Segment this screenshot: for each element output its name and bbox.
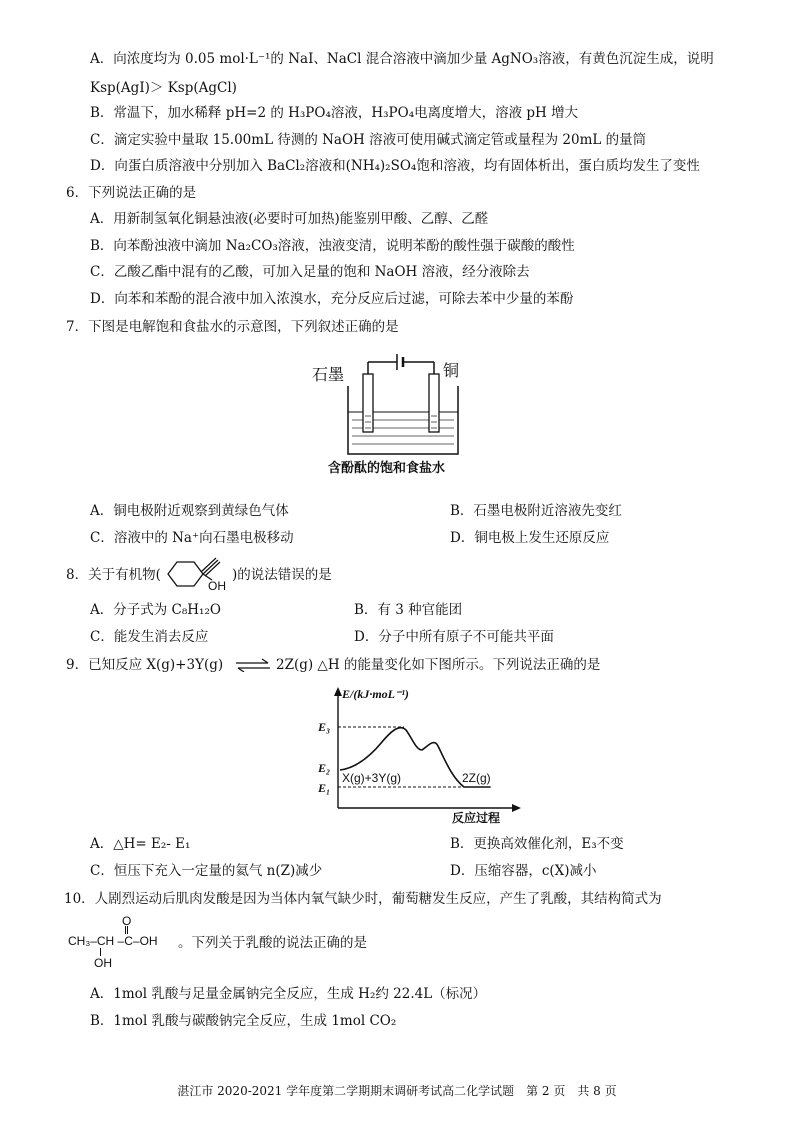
e2-label: E₂ <box>318 761 331 775</box>
q9-option-a: A．△H= E₂- E₁ <box>90 836 191 852</box>
lactic-acid-main-chain: CH₃–CH –C–OH <box>68 934 158 948</box>
q9-option-d: D．压缩容器，c(X)减小 <box>450 863 597 879</box>
q7-option-c: C．溶液中的 Na⁺向石墨电极移动 <box>90 530 294 546</box>
q8-option-a: A．分子式为 C₈H₁₂O <box>90 602 221 618</box>
q10-stem-line2: 。下列关于乳酸的说法正确的是 <box>178 935 367 951</box>
q8-stem-start: 8．关于有机物( <box>66 567 161 583</box>
q9-stem-start: 9．已知反应 X(g)+3Y(g) <box>66 657 224 673</box>
q8-stem-end: )的说法错误的是 <box>232 567 332 583</box>
graphite-label: 石墨 <box>312 367 345 384</box>
q10-option-b: B．1mol 乳酸与碳酸钠完全反应，生成 1mol CO₂ <box>90 1013 397 1029</box>
lactic-acid-hydroxyl: OH <box>94 956 112 970</box>
q5-option-c: C．滴定实验中量取 15.00mL 待测的 NaOH 溶液可使用碱式滴定管或量程为 20mL 的量筒 <box>90 132 647 148</box>
organic-structure <box>160 552 232 592</box>
copper-label: 铜 <box>443 363 460 380</box>
carbonyl-oxygen: O <box>122 914 132 928</box>
products-label: 2Z(g) <box>462 771 491 785</box>
q5-option-b: B．常温下，加水稀释 pH=2 的 H₃PO₄溶液，H₃PO₄电离度增大，溶液 pH 增大 <box>90 105 579 121</box>
lactic-acid-formula <box>68 914 180 970</box>
q6-option-b: B．向苯酚浊液中滴加 Na₂CO₃溶液，浊液变清，说明苯酚的酸性强于碳酸的酸性 <box>90 238 575 254</box>
q7-option-a: A．铜电极附近观察到黄绿色气体 <box>90 503 289 519</box>
q9-option-b: B．更换高效催化剂，E₃不变 <box>450 836 624 852</box>
solution-caption: 含酚酞的饱和食盐水 <box>328 460 446 475</box>
q9-option-c: C．恒压下充入一定量的氦气 n(Z)减少 <box>90 863 323 879</box>
q7-option-b: B．石墨电极附近溶液先变红 <box>450 503 622 519</box>
q6-option-c: C．乙酸乙酯中混有的乙酸，可加入足量的饱和 NaOH 溶液，经分液除去 <box>90 264 530 280</box>
q9-stem-end: 2Z(g) △H 的能量变化如下图所示。下列说法正确的是 <box>276 657 601 673</box>
q6-option-a: A．用新制氢氧化铜悬浊液(必要时可加热)能鉴别甲酸、乙醇、乙醛 <box>90 211 489 227</box>
page-footer: 湛江市 2020-2021 学年度第二学期期末调研考试高二化学试题 第 2 页 共 8 页 <box>177 1084 617 1098</box>
reaction-progress-label: 反应过程 <box>452 811 501 824</box>
q8-option-c: C．能发生消去反应 <box>90 629 209 645</box>
e1-label: E₁ <box>318 781 331 795</box>
electrolysis-diagram <box>310 346 490 476</box>
q5-option-d: D．向蛋白质溶液中分别加入 BaCl₂溶液和(NH₄)₂SO₄饱和溶液，均有固体析出，蛋白质均发生了变性 <box>90 158 700 174</box>
q8-option-b: B．有 3 种官能团 <box>354 602 463 618</box>
q6-option-d: D．向苯和苯酚的混合液中加入浓溴水，充分反应后过滤，可除去苯中少量的苯酚 <box>90 291 574 307</box>
q7-option-d: D．铜电极上发生还原反应 <box>450 530 610 546</box>
q5-option-a-line1: A．向浓度均为 0.05 mol·L⁻¹的 NaI、NaCl 混合溶液中滴加少量 AgNO₃溶液，有黄色沉淀生成，说明 <box>90 51 714 67</box>
reactants-label: X(g)+3Y(g) <box>342 771 402 785</box>
q5-option-a-line2: Ksp(AgI)＞ Ksp(AgCl) <box>90 80 237 96</box>
equilibrium-arrow <box>234 658 272 672</box>
q8-option-d: D．分子中所有原子不可能共平面 <box>354 629 554 645</box>
energy-axis-label: E/(kJ·moL⁻¹) <box>342 687 409 701</box>
q6-stem: 6．下列说法正确的是 <box>66 185 197 201</box>
q10-option-a: A．1mol 乳酸与足量金属钠完全反应，生成 H₂约 22.4L（标况） <box>90 986 487 1002</box>
e3-label: E₃ <box>318 720 331 734</box>
energy-profile-diagram <box>312 684 522 824</box>
q7-stem: 7．下图是电解饱和食盐水的示意图，下列叙述正确的是 <box>66 319 399 335</box>
q10-stem-line1: 10．人剧烈运动后肌肉发酸是因为当体内氧气缺少时，葡萄糖发生反应，产生了乳酸，其结构简式为 <box>64 891 662 907</box>
hydroxyl-label: OH <box>208 579 226 592</box>
